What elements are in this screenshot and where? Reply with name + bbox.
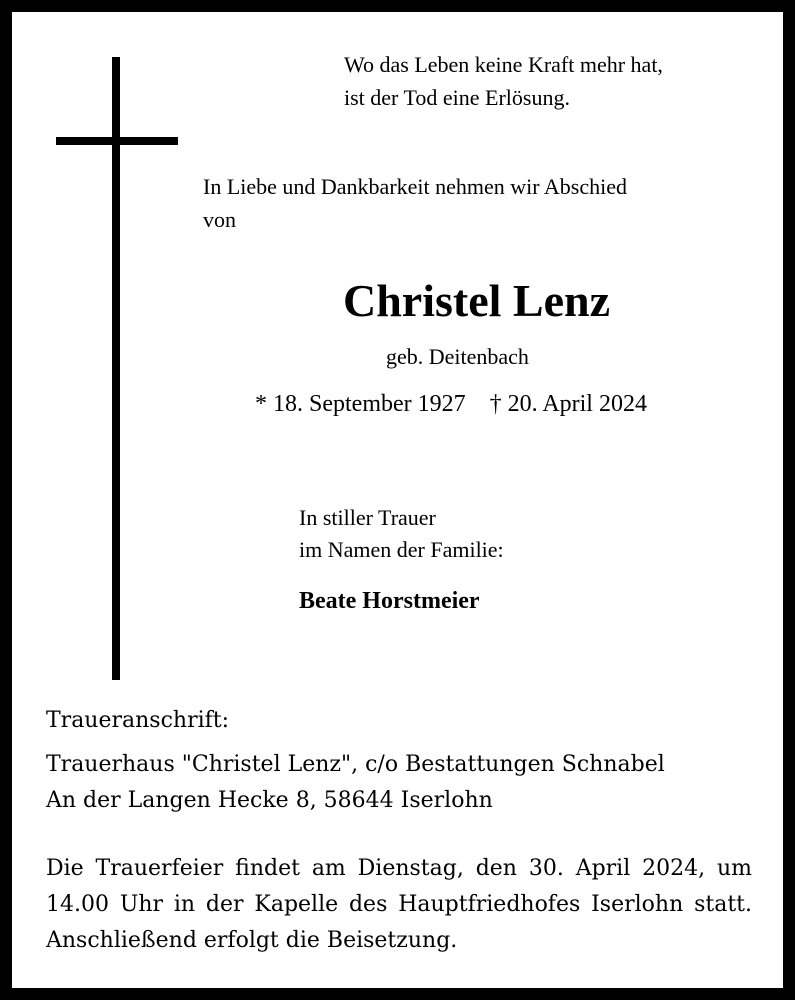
intro-line-2: von [203,207,236,232]
mourning-text [299,502,504,566]
cross-icon-vertical-bar [112,57,120,680]
deceased-name: Christel Lenz [342,275,610,326]
address-block [46,747,665,819]
mourning-line-1: In stiller Trauer [299,505,436,530]
ceremony-line-3: Anschließend erfolgt die Beisetzung. [46,928,458,953]
quote-line-1: Wo das Leben keine Kraft mehr hat, [344,52,663,77]
address-line-1: Trauerhaus "Christel Lenz", c/o Bestattungen Schnabel [46,752,665,777]
intro-text [203,170,627,236]
cross-icon-horizontal-bar [56,137,178,145]
intro-line-1: In Liebe und Dankbarkeit nehmen wir Abschied [203,174,627,199]
maiden-name: geb. Deitenbach [386,344,529,369]
address-label: Traueranschrift: [46,708,230,733]
birth-date: * 18. September 1927 [255,391,466,417]
quote-line-2: ist der Tod eine Erlösung. [344,85,570,110]
address-line-2: An der Langen Hecke 8, 58644 Iserlohn [46,788,493,813]
mourning-line-2: im Namen der Familie: [299,537,504,562]
ceremony-line-2: 14.00 Uhr in der Kapelle des Hauptfriedhofes Iserlohn statt. [46,892,752,917]
quote-text [344,48,663,114]
signer-name: Beate Horstmeier [299,588,480,614]
ceremony-text [46,851,752,959]
life-dates [255,388,647,420]
death-date: † 20. April 2024 [489,391,647,417]
ceremony-line-1: Die Trauerfeier findet am Dienstag, den 30. April 2024, um [46,856,752,881]
